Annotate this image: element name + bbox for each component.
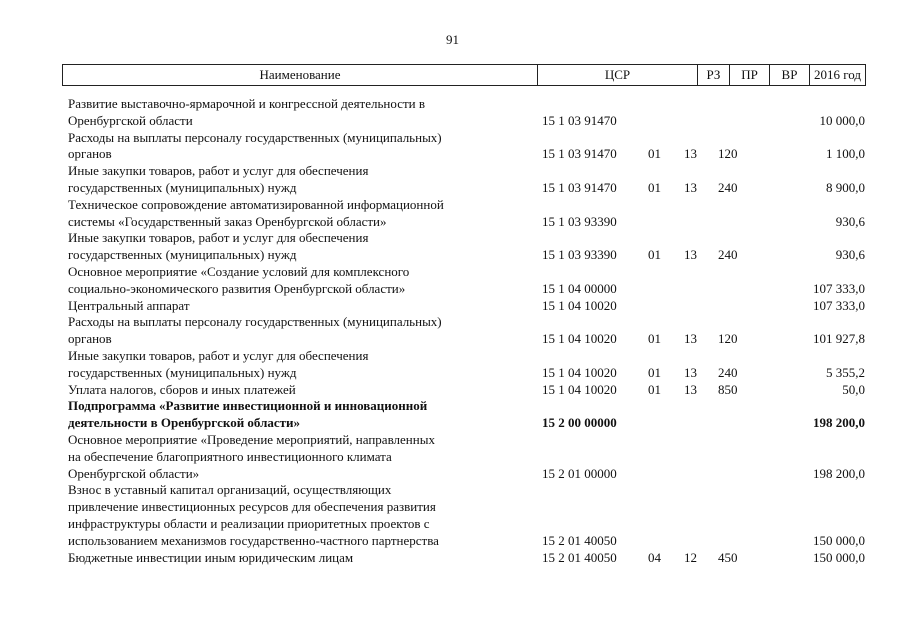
row-vr: 120 <box>718 331 738 347</box>
row-amount: 50,0 <box>842 381 865 397</box>
table-row <box>0 96 905 130</box>
row-name: Бюджетные инвестиции иным юридическим лицам <box>68 549 354 565</box>
row-amount: 101 927,8 <box>813 331 865 347</box>
row-vr: 850 <box>718 381 738 397</box>
row-csr-code: 15 1 03 91470 <box>542 179 617 195</box>
row-name: Расходы на выплаты персоналу государственных (муниципальных) органов <box>68 129 442 162</box>
row-amount: 930,6 <box>835 247 865 263</box>
row-amount: 5 355,2 <box>826 364 865 380</box>
row-csr-code: 15 1 03 91470 <box>542 112 617 128</box>
table-row <box>0 432 905 482</box>
row-csr-code: 15 2 01 00000 <box>542 465 617 481</box>
row-amount: 198 200,0 <box>813 465 865 481</box>
table-row <box>0 130 905 164</box>
row-amount: 8 900,0 <box>826 179 865 195</box>
table-row <box>0 550 905 567</box>
table-row <box>0 348 905 382</box>
row-csr-code: 15 2 01 40050 <box>542 549 617 565</box>
row-pr: 13 <box>684 364 697 380</box>
table-row <box>0 482 905 549</box>
row-name: Взнос в уставный капитал организаций, осуществляющих привлечение инвестиционных ресурсов для обеспечения развития инфраструктуры области и реализации приоритетных проектов с использованием механизмов государственно-частного партнерства <box>68 482 439 548</box>
row-name: Иные закупки товаров, работ и услуг для обеспечения государственных (муниципальных) нужд <box>68 163 369 195</box>
header-pr: ПР <box>729 65 769 85</box>
table-row <box>0 197 905 231</box>
row-amount: 10 000,0 <box>819 112 865 128</box>
table-row <box>0 230 905 264</box>
row-amount: 107 333,0 <box>813 297 865 313</box>
row-name: Техническое сопровождение автоматизированной информационной системы «Государственный заказ Оренбургской области» <box>68 196 444 229</box>
row-rz: 04 <box>648 549 661 565</box>
table-row <box>0 298 905 315</box>
table-header <box>62 64 866 86</box>
row-amount: 107 333,0 <box>813 280 865 296</box>
row-csr-code: 15 1 04 10020 <box>542 381 617 397</box>
row-name: Основное мероприятие «Создание условий для комплексного социально-экономического развития Оренбургской области» <box>68 263 410 296</box>
row-csr-code: 15 1 04 10020 <box>542 364 617 380</box>
row-name: Развитие выставочно-ярмарочной и конгрессной деятельности в Оренбургской области <box>68 96 425 128</box>
table-row <box>0 163 905 197</box>
row-rz: 01 <box>648 381 661 397</box>
header-name: Наименование <box>259 67 341 82</box>
row-csr-code: 15 2 01 40050 <box>542 532 617 548</box>
header-vr: ВР <box>769 65 809 85</box>
header-csr: ЦСР <box>537 65 697 85</box>
row-vr: 240 <box>718 179 738 195</box>
row-name: Основное мероприятие «Проведение мероприятий, направленных на обеспечение благоприятного инвестиционного климата Оренбургской области» <box>68 431 435 481</box>
row-name: Уплата налогов, сборов и иных платежей <box>68 381 296 397</box>
row-csr-code: 15 1 04 10020 <box>542 297 617 313</box>
row-name: Расходы на выплаты персоналу государственных (муниципальных) органов <box>68 314 442 347</box>
row-amount: 198 200,0 <box>813 415 865 431</box>
row-name: Подпрограмма «Развитие инвестиционной и инновационной деятельности в Оренбургской области» <box>68 398 428 431</box>
row-pr: 13 <box>684 331 697 347</box>
page-number: 91 <box>446 32 459 47</box>
row-vr: 240 <box>718 247 738 263</box>
table-row <box>0 398 905 432</box>
header-rz: РЗ <box>697 65 729 85</box>
row-vr: 120 <box>718 146 738 162</box>
row-csr-code: 15 1 03 93390 <box>542 247 617 263</box>
row-pr: 13 <box>684 179 697 195</box>
row-rz: 01 <box>648 364 661 380</box>
row-vr: 450 <box>718 549 738 565</box>
row-csr-code: 15 1 04 00000 <box>542 280 617 296</box>
table-body <box>0 96 905 566</box>
row-rz: 01 <box>648 146 661 162</box>
table-row <box>0 264 905 298</box>
row-rz: 01 <box>648 179 661 195</box>
row-csr-code: 15 2 00 00000 <box>542 415 617 431</box>
row-csr-code: 15 1 03 93390 <box>542 213 617 229</box>
row-csr-code: 15 1 03 91470 <box>542 146 617 162</box>
row-pr: 12 <box>684 549 697 565</box>
row-pr: 13 <box>684 381 697 397</box>
table-row <box>0 382 905 399</box>
row-name: Центральный аппарат <box>68 297 190 313</box>
row-amount: 150 000,0 <box>813 532 865 548</box>
row-rz: 01 <box>648 331 661 347</box>
row-name: Иные закупки товаров, работ и услуг для обеспечения государственных (муниципальных) нужд <box>68 230 369 263</box>
row-amount: 150 000,0 <box>813 549 865 565</box>
row-amount: 1 100,0 <box>826 146 865 162</box>
table-row <box>0 314 905 348</box>
row-pr: 13 <box>684 247 697 263</box>
header-year: 2016 год <box>809 65 865 85</box>
row-amount: 930,6 <box>835 213 865 229</box>
row-rz: 01 <box>648 247 661 263</box>
row-vr: 240 <box>718 364 738 380</box>
row-name: Иные закупки товаров, работ и услуг для обеспечения государственных (муниципальных) нужд <box>68 347 369 380</box>
row-csr-code: 15 1 04 10020 <box>542 331 617 347</box>
row-pr: 13 <box>684 146 697 162</box>
